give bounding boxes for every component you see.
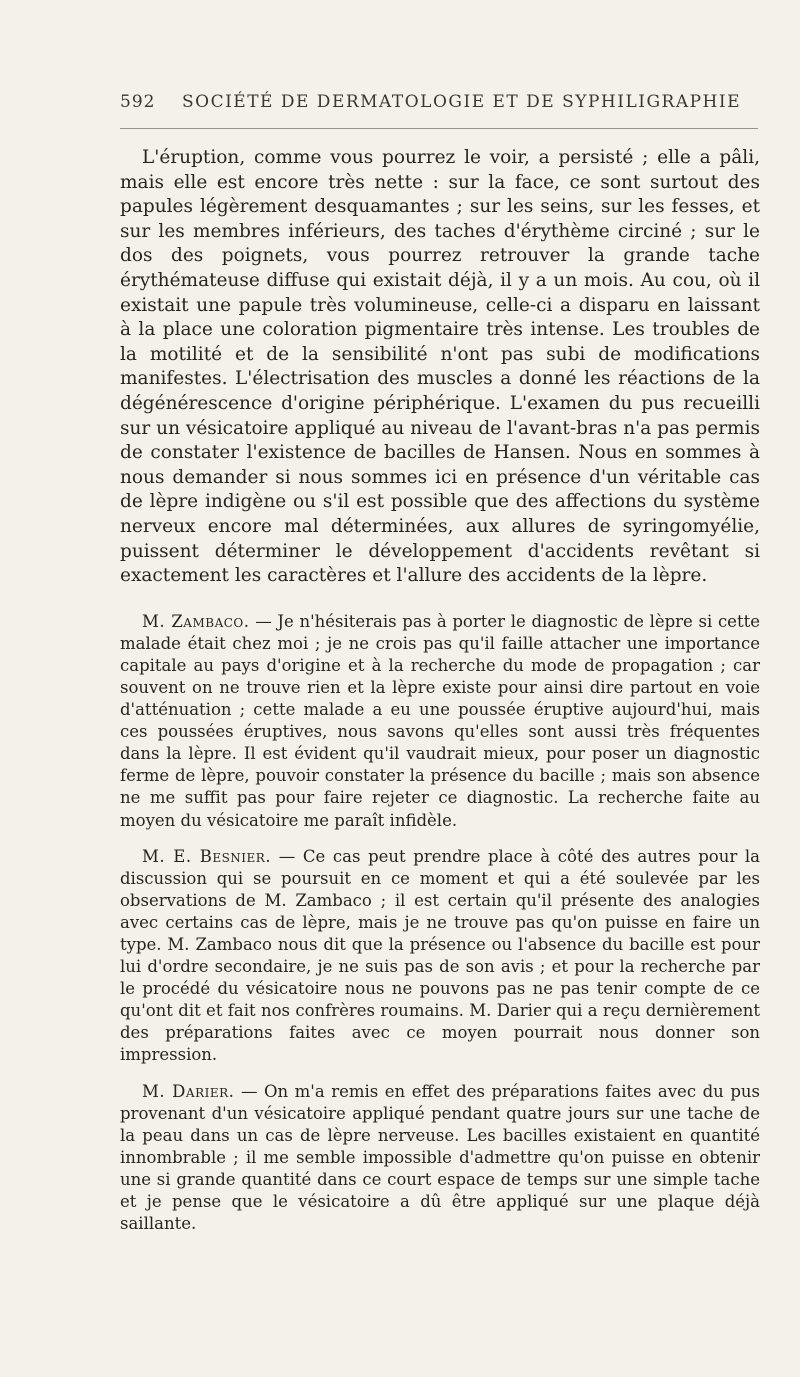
- paragraph-text: — Ce cas peut prendre place à côté des autres pour la discussion qui se poursuit en ce moment et qui a été soulevée par les observations de M. Zambaco ; il est certain qu'il présente des analogies avec certains cas de lèpre, mais je ne trouve pas qu'on puisse en faire un type. M. Zambaco nous dit que la présence ou l'absence du bacille est pour lui d'ordre secondaire, je ne suis pas de son avis ; et pour la recherche par le procédé du vésicatoire nous ne pouvons pas ne pas tenir compte de ce qu'ont dit et fait nos confrères roumains. M. Darier qui a reçu dernièrement des préparations faites avec ce moyen pourrait nous donner son impression.: [120, 846, 760, 1065]
- paragraph-text: L'éruption, comme vous pourrez le voir, a persisté ; elle a pâli, mais elle est encore très nette : sur la face, ce sont surtout des papules légèrement desquamantes ; sur les seins, sur les fesses, et sur les membres inférieurs, des taches d'érythème circiné ; sur le dos des poignets, vous pourrez retrouver la grande tache érythémateuse diffuse qui existait déjà, il y a un mois. Au cou, où il existait une papule très volumineuse, celle-ci a disparu en laissant à la place une coloration pigmentaire très intense. Les troubles de la motilité et de la sensibilité n'ont pas subi de modifications manifestes. L'électrisation des muscles a donné les réactions de la dégénérescence d'origine périphérique. L'examen du pus recueilli sur un vésicatoire appliqué au niveau de l'avant-bras n'a pas permis de constater l'existence de bacilles de Hansen. Nous en sommes à nous demander si nous sommes ici en présence d'un véritable cas de lèpre indigène ou s'il est possible que des affections du système nerveux encore mal déterminées, aux allures de syringomyélie, puissent déterminer le développement d'accidents revêtant si exactement les caractères et l'allure des accidents de la lèpre.: [120, 147, 760, 587]
- paragraph-text: — Je n'hésiterais pas à porter le diagnostic de lèpre si cette malade était chez moi ; je ne crois pas qu'il faille attacher une importance capitale au pays d'origine et à la recherche du mode de propagation ; car souvent on ne trouve rien et la lèpre existe pour ainsi dire partout en voie d'atténuation ; cette malade a eu une poussée éruptive aujourd'hui, mais ces poussées éruptives, nous savons qu'elles sont aussi très fréquentes dans la lèpre. Il est évident qu'il vaudrait mieux, pour poser un diagnostic ferme de lèpre, pouvoir constater la présence du bacille ; mais son absence ne me suffit pas pour faire rejeter ce diagnostic. La recherche faite au moyen du vésicatoire me paraît infidèle.: [120, 611, 760, 830]
- paragraph-text: — On m'a remis en effet des préparations faites avec du pus provenant d'un vésicatoire appliqué pendant quatre jours sur une tache de la peau dans un cas de lèpre nerveuse. Les bacilles existaient en quantité innombrable ; il me semble impossible d'admettre qu'on puisse en obtenir une si grande quantité dans ce court espace de temps sur une simple tache et je pense que le vésicatoire a dû être appliqué sur une plaque déjà saillante.: [120, 1081, 760, 1234]
- header-rule: [120, 128, 758, 129]
- paragraph-zambaco: [120, 611, 760, 832]
- speaker-name: M. Darier.: [142, 1081, 235, 1101]
- speaker-name: M. E. Besnier.: [142, 846, 272, 866]
- paragraph-eruption: [120, 146, 760, 589]
- running-title: SOCIÉTÉ DE DERMATOLOGIE ET DE SYPHILIGRAPHIE: [182, 92, 742, 112]
- running-header: [120, 92, 760, 112]
- paragraph-besnier: [120, 846, 760, 1067]
- paragraph-darier: [120, 1081, 760, 1236]
- page-body: [120, 146, 760, 1249]
- page-number: 592: [120, 92, 156, 112]
- speaker-name: M. Zambaco.: [142, 611, 250, 631]
